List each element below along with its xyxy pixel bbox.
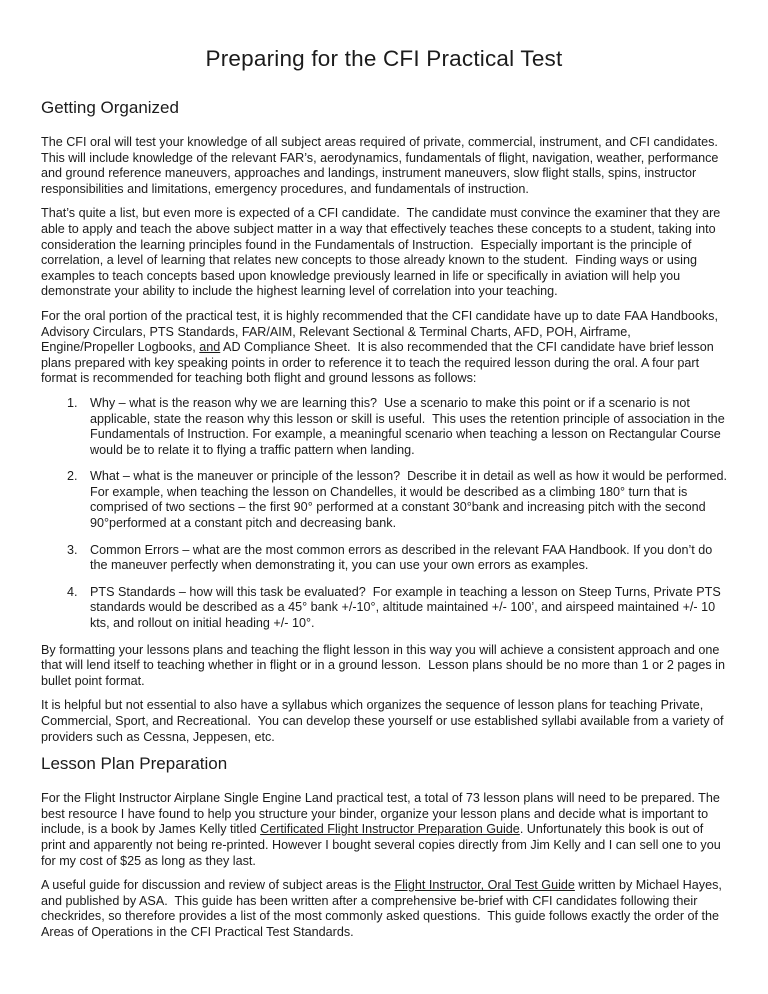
- section-lesson-plan-preparation: [41, 754, 727, 940]
- paragraph-oral-guide: [41, 878, 727, 940]
- paragraph-text: AD Compliance Sheet. It is also recommended that the CFI candidate have brief lesson plans prepared with key speaking points in order to reference it to teach the required lesson during the oral. A four part format is recommended for teaching both flight and ground lessons as follows:: [41, 340, 718, 386]
- paragraph-text: For the Flight Instructor Airplane Single Engine Land practical test, a total of 73 lesson plans will need to be prepared. The best resource I have found to help you structure your binder, organize your lesson plans and decide what is important to include, is a book by James Kelly titled: [41, 791, 724, 837]
- paragraph-formatting: [41, 643, 727, 690]
- paragraph-text: By formatting your lessons plans and teaching the flight lesson in this way you will achieve a consistent approach and one that will lend itself to teaching whether in flight or in a ground lesson. Lesson plans should be no more than 1 or 2 pages in bullet point format.: [41, 642, 729, 688]
- list-item-text: Why – what is the reason why we are learning this? Use a scenario to make this point or if a scenario is not applicable, state the reason why this lesson or skill is useful. This uses the retention principle of association in the Fundamentals of Instruction. For example, a meaningful scenario when teaching a lesson on Rectangular Course would be to relate it to flying a traffic pattern when landing.: [90, 395, 729, 457]
- list-item-number: 3.: [67, 542, 78, 557]
- section-getting-organized: [41, 98, 734, 745]
- paragraph-text: That’s quite a list, but even more is expected of a CFI candidate. The candidate must convince the examiner that they are able to apply and teach the above subject matter in a way that effectively teaches these concepts to a student, taking into consideration the learning principles found in the Fundamentals of Instruction. Especially important is the principle of correlation, a level of learning that relates new concepts to those already known to the student. Finding ways or using examples to teach concepts based upon knowledge previously learned in life or specifically in aviation will help you demonstrate your ability to include the highest learning level of correlation into your teaching.: [41, 206, 724, 299]
- list-item: [67, 396, 727, 458]
- list-item: [67, 469, 734, 531]
- list-item-text: What – what is the maneuver or principle of the lesson? Describe it in detail as well as how it would be performed. For example, when teaching the lesson on Chandelles, it would be described as a climbing 180° turn that is comprised of two sections – the first 90° performed at a constant 30°bank and increasing pitch with the second 90°performed at a constant pitch and decreasing bank.: [90, 469, 734, 531]
- paragraph-book-resource: [41, 791, 727, 869]
- lesson-format-list: [41, 395, 734, 632]
- paragraph-text: A useful guide for discussion and review of subject areas is the: [41, 878, 395, 893]
- list-item-number: 2.: [67, 469, 78, 484]
- paragraph-text: It is helpful but not essential to also have a syllabus which organizes the sequence of lesson plans for teaching Private, Commercial, Sport, and Recreational. You can develop these yourself or use established syllabi available from a variety of providers such as Cessna, Jeppesen, etc.: [41, 698, 728, 744]
- heading-getting-organized: Getting Organized: [41, 98, 179, 117]
- document-title: Preparing for the CFI Practical Test: [205, 46, 563, 71]
- paragraph-text: written by Michael Hayes, and published by ASA. This guide has been written after a comprehensive be-brief with CFI candidates following their checkrides, so therefore provides a list of the most commonly asked questions. This guide follows exactly the order of the Areas of Operations in the CFI Practical Test Standards.: [41, 878, 726, 939]
- underlined-book-title: Certificated Flight Instructor Preparation Guide: [260, 822, 520, 837]
- paragraph-syllabus: [41, 698, 727, 745]
- underlined-guide-title: Flight Instructor, Oral Test Guide: [394, 878, 575, 893]
- list-item-number: 1.: [67, 395, 78, 410]
- list-item-number: 4.: [67, 584, 78, 599]
- paragraph-text: For the oral portion of the practical test, it is highly recommended that the CFI candidate have up to date FAA Handbooks, Advisory Circulars, PTS Standards, FAR/AIM, Relevant Sectional & Terminal Charts, AFD, POH, Airframe, Engine/Propeller Logbooks,: [41, 308, 721, 355]
- list-item-text: PTS Standards – how will this task be evaluated? For example in teaching a lesson on Steep Turns, Private PTS standards would be described as a 45° bank +/-10°, altitude maintained +/- 100’, and airspeed maintained +/- 10 kts, and rollout on initial heading +/- 10°.: [90, 584, 725, 631]
- list-item: [67, 585, 727, 632]
- paragraph-oral-overview: [41, 135, 727, 197]
- heading-lesson-plan-preparation: Lesson Plan Preparation: [41, 754, 228, 774]
- paragraph-materials: [41, 309, 727, 387]
- paragraph-expectations: [41, 206, 727, 300]
- underlined-text: and: [199, 340, 221, 355]
- list-item: [67, 543, 727, 574]
- paragraph-text: . Unfortunately this book is out of print and apparently not being re-printed. However I bought several copies directly from Jim Kelly and I can sell one to you for my cost of $25 as long as they last.: [41, 822, 725, 868]
- paragraph-text: The CFI oral will test your knowledge of all subject areas required of private, commercial, instrument, and CFI candidates. This will include knowledge of the relevant FAR’s, aerodynamics, fundamentals of flight, navigation, weather, performance and ground reference maneuvers, approaches and landings, instrument maneuvers, slow flight stalls, spins, instructor responsibilities and limitations, emergency procedures, and fundamentals of instruction.: [41, 135, 725, 196]
- list-item-text: Common Errors – what are the most common errors as described in the relevant FAA Handbook. If you don’t do the maneuver perfectly when demonstrating it, you can use your own errors as examples.: [90, 542, 716, 573]
